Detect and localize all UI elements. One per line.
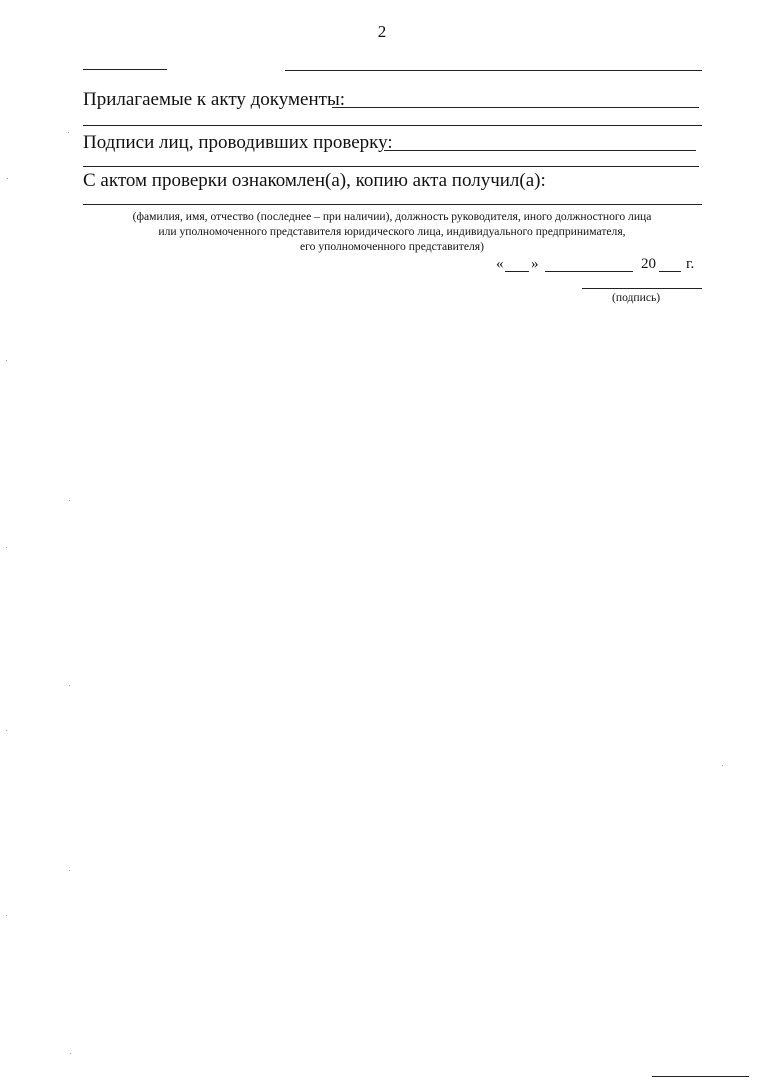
scan-speck: [68, 132, 69, 133]
top-rule-right: [285, 70, 702, 71]
acknowledged-caption: [82, 209, 702, 254]
date-year-prefix: 20: [641, 256, 656, 272]
caption-line-3: его уполномоченного представителя): [300, 240, 484, 253]
attached-documents-label: Прилагаемые к акту документы:: [83, 89, 345, 110]
scan-speck: [6, 730, 7, 731]
date-year-suffix: г.: [686, 256, 695, 272]
attached-documents-line[interactable]: [332, 107, 699, 108]
top-rule-left: [83, 69, 167, 70]
scan-speck: [70, 1053, 71, 1054]
date-day-line[interactable]: [505, 271, 529, 272]
scan-speck: [69, 685, 70, 686]
scan-speck: [6, 547, 7, 548]
scan-speck: [69, 500, 70, 501]
signature-caption: (подпись): [612, 291, 661, 304]
scan-speck: [722, 765, 723, 766]
inspectors-signatures-label: Подписи лиц, проводивших проверку:: [83, 132, 393, 153]
scan-speck: [6, 915, 7, 916]
caption-line-1: (фамилия, имя, отчество (последнее – при наличии), должность руководителя, иного должностного лица: [132, 210, 652, 223]
acknowledged-name-line[interactable]: [83, 204, 702, 205]
scan-speck: [6, 360, 7, 361]
page-number: 2: [377, 22, 387, 41]
date-year-line[interactable]: [659, 271, 681, 272]
bottom-scan-rule: [652, 1076, 749, 1077]
acknowledged-label: С актом проверки ознакомлен(а), копию акта получил(а):: [83, 170, 546, 191]
inspectors-signatures-line[interactable]: [384, 150, 696, 151]
attached-documents-line-2[interactable]: [83, 125, 702, 126]
scan-speck: [7, 178, 8, 179]
caption-line-2: или уполномоченного представителя юридического лица, индивидуального предпринимателя,: [158, 225, 626, 238]
date-open-quote: «: [496, 256, 504, 272]
scan-speck: [69, 870, 70, 871]
date-close-quote: »: [531, 256, 539, 272]
date-month-line[interactable]: [545, 271, 633, 272]
signature-line[interactable]: [582, 288, 702, 289]
inspectors-signatures-line-2[interactable]: [83, 166, 699, 167]
